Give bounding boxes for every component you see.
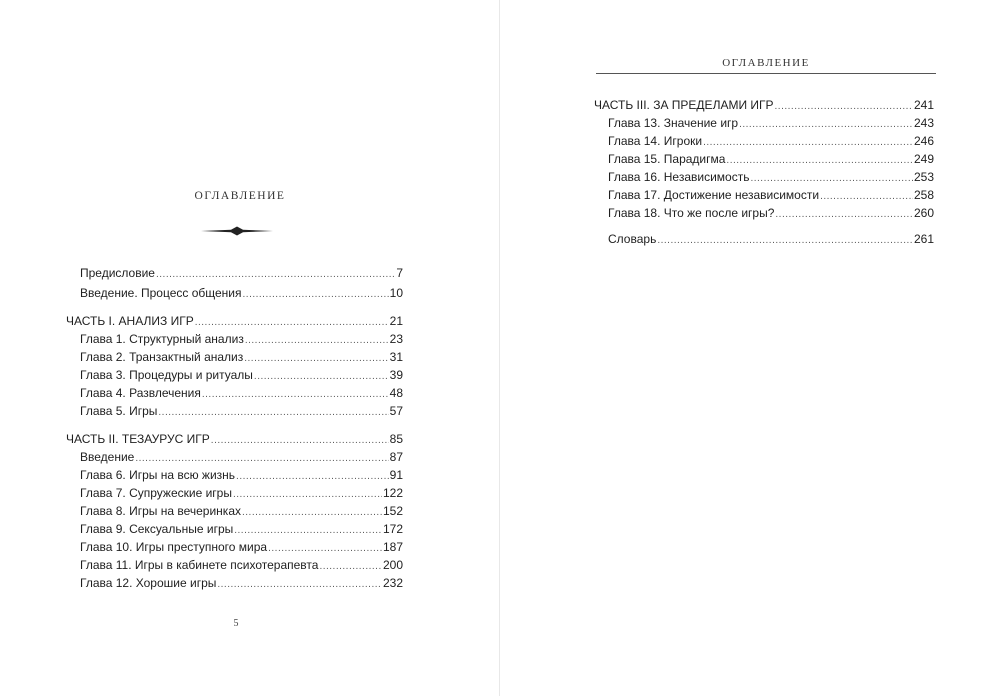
toc-part-entry[interactable] bbox=[66, 312, 403, 330]
toc-entry[interactable] bbox=[80, 384, 403, 402]
toc-entry[interactable] bbox=[80, 264, 403, 282]
toc-part-entry[interactable] bbox=[594, 96, 934, 114]
toc-entry-label: Глава 14. Игроки bbox=[608, 134, 703, 148]
toc-entry-page: 122 bbox=[382, 486, 403, 500]
toc-entry-page: 10 bbox=[389, 286, 403, 300]
toc-entry-page: 200 bbox=[382, 558, 403, 572]
toc-part-entry[interactable] bbox=[66, 430, 403, 448]
toc-entry-page: 85 bbox=[389, 432, 403, 446]
toc-entry-page: 172 bbox=[382, 522, 403, 536]
toc-entry-label: Глава 2. Транзактный анализ bbox=[80, 350, 244, 364]
toc-entry[interactable] bbox=[80, 520, 403, 538]
toc-entry-label: Глава 8. Игры на вечеринках bbox=[80, 504, 241, 518]
toc-entry[interactable] bbox=[608, 114, 934, 132]
toc-entry-label: Глава 6. Игры на всю жизнь bbox=[80, 468, 236, 482]
header-rule bbox=[596, 73, 936, 74]
toc-entry[interactable] bbox=[80, 502, 403, 520]
toc-entry-page: 249 bbox=[913, 152, 934, 166]
toc-entry-page: 261 bbox=[913, 232, 934, 246]
toc-entry-label: Введение bbox=[80, 450, 135, 464]
toc-entry-page: 243 bbox=[913, 116, 934, 130]
toc-entry[interactable] bbox=[80, 402, 403, 420]
toc-entry-page: 258 bbox=[913, 188, 934, 202]
toc-leader bbox=[217, 576, 382, 594]
toc-entry-page: 31 bbox=[389, 350, 403, 364]
toc-entry-page: 187 bbox=[382, 540, 403, 554]
toc-entry[interactable] bbox=[608, 230, 934, 248]
toc-entry-label: Глава 1. Структурный анализ bbox=[80, 332, 244, 346]
toc-entry[interactable] bbox=[608, 150, 934, 168]
toc-entry[interactable] bbox=[80, 574, 403, 592]
running-head: ОГЛАВЛЕНИЕ bbox=[722, 57, 810, 69]
toc-entry-page: 7 bbox=[396, 266, 403, 280]
toc-entry-page: 246 bbox=[913, 134, 934, 148]
toc-entry-label: Глава 10. Игры преступного мира bbox=[80, 540, 268, 554]
toc-title: ОГЛАВЛЕНИЕ bbox=[194, 190, 286, 202]
toc-entry-label: Предисловие bbox=[80, 266, 155, 280]
toc-entry-label: Глава 9. Сексуальные игры bbox=[80, 522, 234, 536]
toc-entry-label: Глава 11. Игры в кабинете психотерапевта bbox=[80, 558, 319, 572]
toc-entry-label: Глава 7. Супружеские игры bbox=[80, 486, 232, 500]
toc-entry-label: Глава 15. Парадигма bbox=[608, 152, 726, 166]
toc-entry-label: Глава 4. Развлечения bbox=[80, 386, 201, 400]
toc-entry-label: ЧАСТЬ I. АНАЛИЗ ИГР bbox=[66, 314, 194, 328]
toc-entry[interactable] bbox=[608, 204, 934, 222]
toc-entry-page: 241 bbox=[913, 98, 934, 112]
toc-leader bbox=[775, 206, 913, 224]
toc-entry-page: 232 bbox=[382, 576, 403, 590]
toc-entry[interactable] bbox=[80, 366, 403, 384]
toc-entry[interactable] bbox=[80, 538, 403, 556]
toc-leader bbox=[657, 232, 913, 250]
toc-leader bbox=[158, 404, 388, 422]
toc-leader bbox=[243, 286, 389, 304]
toc-entry[interactable] bbox=[80, 484, 403, 502]
toc-entry-label: Глава 18. Что же после игры? bbox=[608, 206, 775, 220]
toc-entry[interactable] bbox=[80, 348, 403, 366]
toc-entry[interactable] bbox=[80, 330, 403, 348]
toc-entry-label: ЧАСТЬ III. ЗА ПРЕДЕЛАМИ ИГР bbox=[594, 98, 774, 112]
toc-entry-label: Введение. Процесс общения bbox=[80, 286, 242, 300]
toc-entry[interactable] bbox=[80, 466, 403, 484]
toc-entry-label: Глава 3. Процедуры и ритуалы bbox=[80, 368, 253, 382]
toc-entry[interactable] bbox=[608, 132, 934, 150]
toc-entry[interactable] bbox=[608, 168, 934, 186]
toc-entry-page: 21 bbox=[389, 314, 403, 328]
toc-entry-page: 23 bbox=[389, 332, 403, 346]
toc-entry[interactable] bbox=[608, 186, 934, 204]
toc-entry[interactable] bbox=[80, 284, 403, 302]
toc-entry-page: 39 bbox=[389, 368, 403, 382]
toc-entry-page: 48 bbox=[389, 386, 403, 400]
toc-entry-label: Глава 17. Достижение независимости bbox=[608, 188, 820, 202]
toc-entry-label: Глава 16. Независимость bbox=[608, 170, 750, 184]
toc-entry-label: Глава 13. Значение игр bbox=[608, 116, 739, 130]
toc-entry-page: 87 bbox=[389, 450, 403, 464]
toc-entry-label: Глава 5. Игры bbox=[80, 404, 158, 418]
toc-entry[interactable] bbox=[80, 556, 403, 574]
toc-entry-page: 260 bbox=[913, 206, 934, 220]
toc-entry-page: 253 bbox=[913, 170, 934, 184]
toc-entry-label: Глава 12. Хорошие игры bbox=[80, 576, 217, 590]
toc-entry[interactable] bbox=[80, 448, 403, 466]
toc-entry-label: ЧАСТЬ II. ТЕЗАУРУС ИГР bbox=[66, 432, 210, 446]
toc-entry-page: 152 bbox=[382, 504, 403, 518]
toc-entry-page: 57 bbox=[389, 404, 403, 418]
toc-entry-page: 91 bbox=[389, 468, 403, 482]
toc-entry-label: Словарь bbox=[608, 232, 657, 246]
book-spine bbox=[499, 0, 500, 696]
toc-leader bbox=[156, 266, 395, 284]
page-number: 5 bbox=[233, 618, 239, 629]
ornament-divider-icon bbox=[201, 226, 273, 236]
